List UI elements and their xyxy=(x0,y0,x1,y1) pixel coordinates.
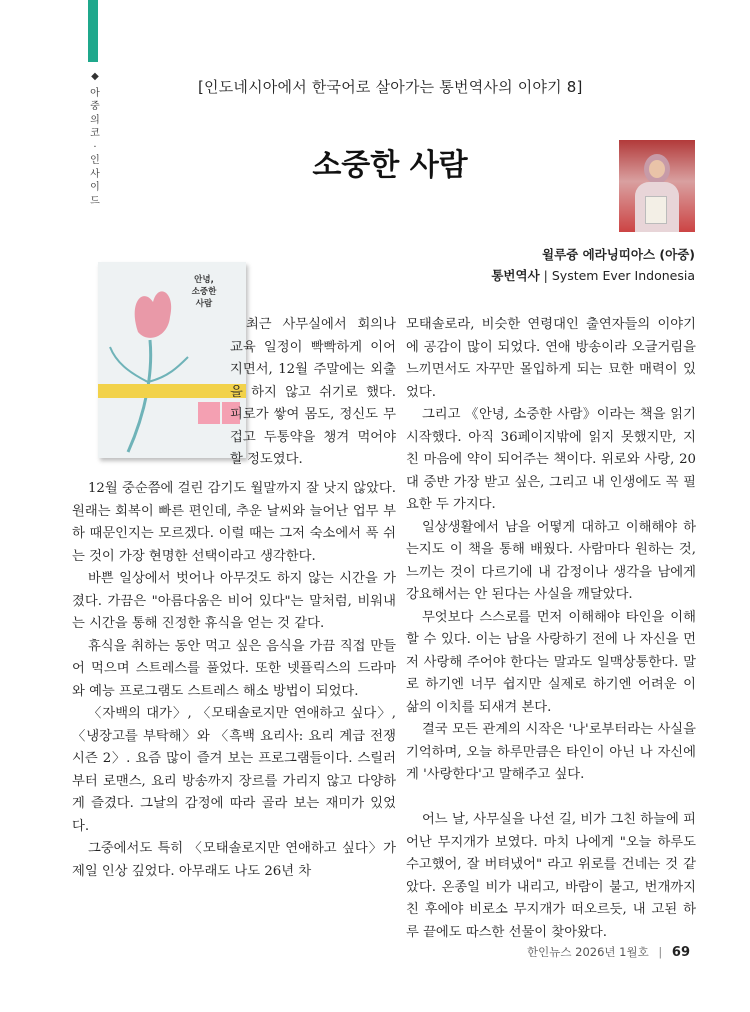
publication-name: 한인뉴스 2026년 1월호 xyxy=(527,945,649,959)
author-separator: | xyxy=(543,268,548,283)
left-column xyxy=(72,478,396,883)
diamond-bullet-icon: ◆ xyxy=(91,71,99,82)
page-number: 69 xyxy=(671,945,690,960)
section-label-char: 아 xyxy=(90,87,100,99)
section-label xyxy=(88,70,102,208)
paragraph: 무엇보다 스스로를 먼저 이해해야 타인을 이해할 수 있다. 이는 남을 사랑하기 전에 나 자신을 먼저 사랑해 주어야 한다는 말과도 일맥상통한다. 말로 하기엔 너무 쉽지만 실제로 하기엔 어려운 이 삶의 이치를 되새겨 본다. xyxy=(406,609,696,715)
section-label-char: · xyxy=(93,141,97,153)
paragraph: 〈자백의 대가〉, 〈모태솔로지만 연애하고 싶다〉, 〈냉장고를 부탁해〉와 〈흑백 요리사: 요리 계급 전쟁 시즌 2〉. 요즘 많이 즐겨 보는 프로그램들이다. 스릴러부터 로맨스, 요리 방송까지 장르를 가리지 않고 다양하게 즐겼다. 그날의 감정에 따라 골라 보는 재미가 있었다. xyxy=(72,706,396,834)
author-role: 통번역사 xyxy=(491,268,540,283)
paragraph: 일상생활에서 남을 어떻게 대하고 이해해야 하는지도 이 책을 통해 배웠다. 사람마다 원하는 것, 느끼는 것이 다르기에 내 감정이나 생각을 남에게 강요해서는 안 된다는 사실을 깨달았다. xyxy=(406,519,696,602)
right-column xyxy=(406,314,696,944)
section-label-char: 코 xyxy=(90,128,100,139)
section-label-char: 인 xyxy=(90,155,100,166)
section-label-char: 드 xyxy=(90,195,100,207)
paragraph: 바쁜 일상에서 벗어나 아무것도 하지 않는 시간을 가졌다. 가끔은 "아름다움은 비어 있다"는 말처럼, 비워내는 시간을 통해 진정한 휴식을 얻는 것 같다. xyxy=(72,571,396,631)
article-title: 소중한 사람 xyxy=(312,148,468,183)
section-label-char: 사 xyxy=(90,168,100,180)
author-name: 윌루즁 에라닝띠아스 (아중) xyxy=(542,247,695,262)
series-title: [인도네시아에서 한국어로 살아가는 통번역사의 이야기 8] xyxy=(198,78,583,96)
book-band xyxy=(98,384,246,398)
author-byline xyxy=(491,244,695,286)
section-label-char: 의 xyxy=(90,114,100,126)
paragraph: 휴식을 취하는 동안 먹고 싶은 음식을 가끔 직접 만들어 먹으며 스트레스를 풀었다. 또한 넷플릭스의 드라마와 예능 프로그램도 스트레스 해소 방법이 되었다. xyxy=(72,638,396,699)
intro-paragraph-block xyxy=(230,314,396,472)
paragraph: 최근 사무실에서 회의나 교육 일정이 빡빡하게 이어지면서, 12월 주말에는 외출을 하지 않고 쉬기로 했다. 피로가 쌓여 몸도, 정신도 무겁고 두통약을 챙겨 먹어야 할 정도였다. xyxy=(230,317,396,467)
page-footer xyxy=(527,944,690,960)
paragraph: 그리고 《안녕, 소중한 사람》이라는 책을 읽기 시작했다. 아직 36페이지밖에 읽지 못했지만, 지친 마음에 약이 되어주는 책이다. 위로와 사랑, 20대 중반 가장 받고 싶은, 그리고 내 인생에도 꼭 필요한 두 가지다. xyxy=(406,407,696,512)
accent-bar xyxy=(88,0,98,62)
paragraph: 그중에서도 특히 〈모태솔로지만 연애하고 싶다〉가 제일 인상 깊었다. 아무래도 나도 26년 차 xyxy=(72,841,396,879)
book-title: 안녕, 소중한 사람 xyxy=(191,275,217,309)
book-cover-image xyxy=(98,262,246,458)
author-photo xyxy=(619,140,695,232)
section-label-char: 중 xyxy=(90,101,100,112)
paragraph: 모태솔로라, 비슷한 연령대인 출연자들의 이야기에 공감이 많이 되었다. 연애 방송이라 오글거림을 느끼면서도 자꾸만 몰입하게 되는 묘한 매력이 있었다. xyxy=(406,317,696,400)
paragraph: 12월 중순쯤에 걸린 감기도 월말까지 잘 낫지 않았다. 원래는 회복이 빠른 편인데, 추운 날씨와 늘어난 업무 부하 때문인지는 모르겠다. 이럴 때는 그저 숙소에서 푹 쉬는 것이 가장 현명한 선택이라고 생각한다. xyxy=(72,481,396,564)
paragraph: 결국 모든 관계의 시작은 '나'로부터라는 사실을 기억하며, 오늘 하루만큼은 타인이 아닌 나 자신에게 '사랑한다'고 말해주고 싶다. xyxy=(406,722,696,782)
footer-separator: | xyxy=(658,945,663,959)
section-label-chars xyxy=(88,87,102,209)
author-org: System Ever Indonesia xyxy=(551,268,695,283)
section-label-char: 이 xyxy=(90,182,100,193)
paragraph: 어느 날, 사무실을 나선 길, 비가 그친 하늘에 피어난 무지개가 보였다. 마치 나에게 "오늘 하루도 수고했어, 잘 버텨냈어" 라고 위로를 건네는 것 같았다. 온종일 비가 내리고, 바람이 불고, 번개까지 친 후에야 비로소 무지개가 떠오르듯, 내 고된 하루 끝에도 따스한 선물이 찾아왔다. xyxy=(406,812,696,940)
